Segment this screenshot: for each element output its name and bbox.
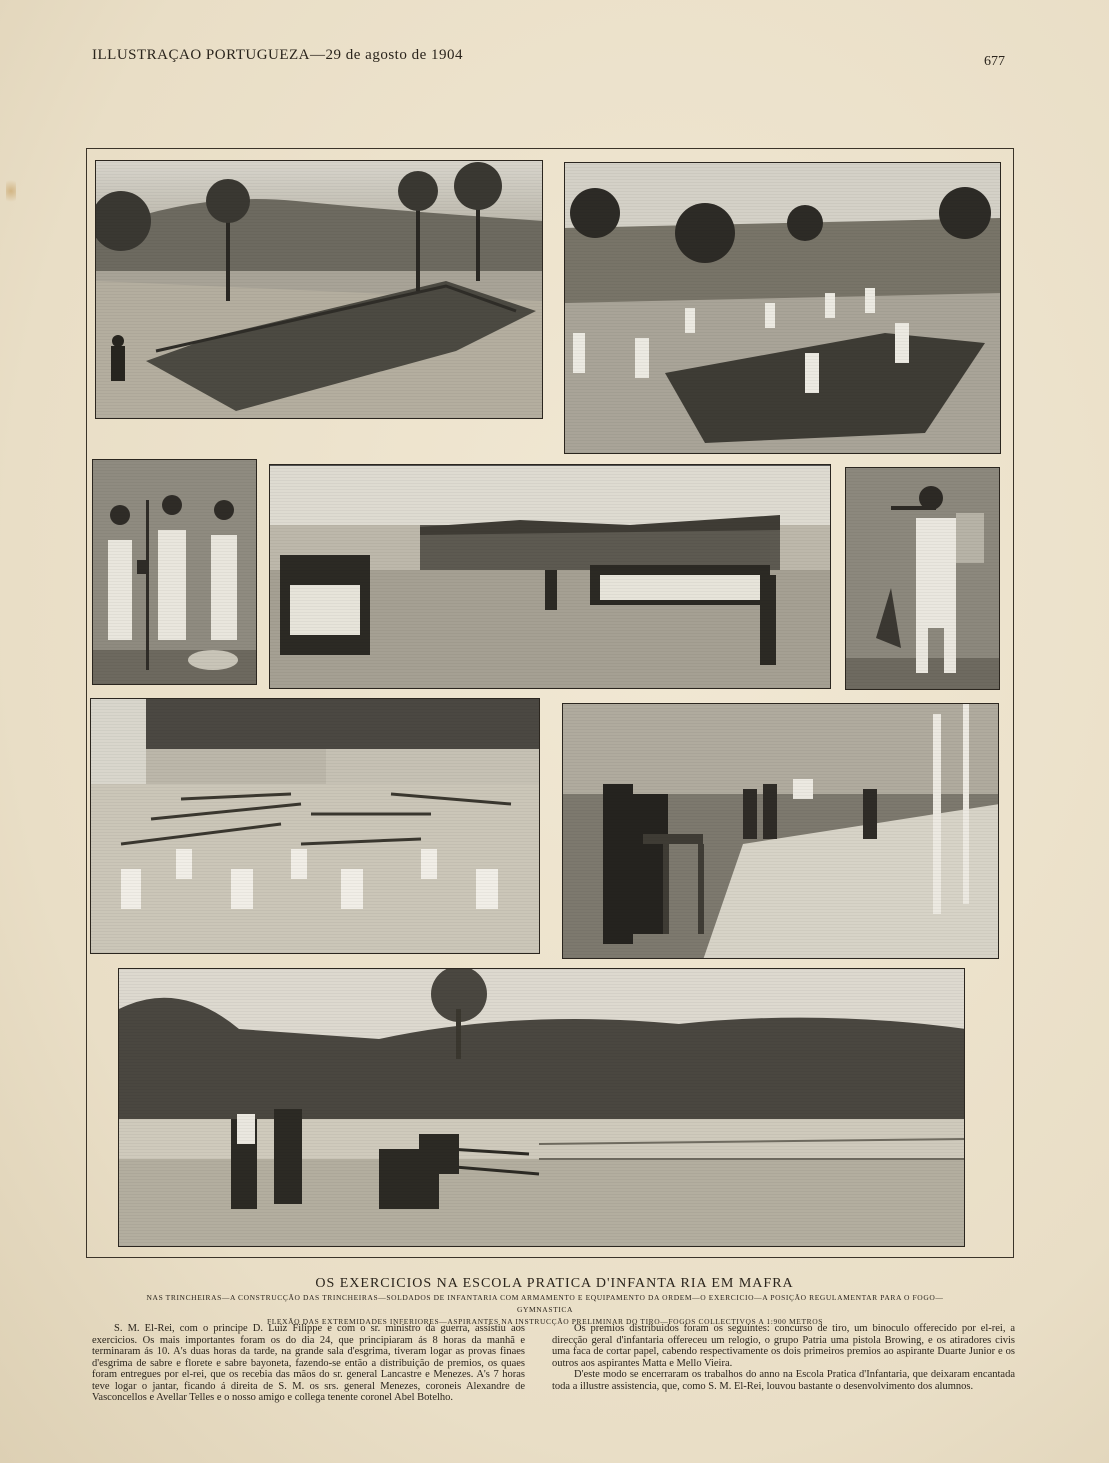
page-number: 677 [984, 54, 1005, 69]
photo-trench-construction [564, 162, 1001, 454]
photo-gymnastics [90, 698, 540, 954]
photo-exercise [269, 464, 831, 689]
caption-subtitle-line2: FLEXÃO DAS EXTREMIDADES INFERIORES—ASPIRANTES NA INSTRUCÇÃO PRELIMINAR DO TIRO—FOGOS COLLECTIVOS A 1:900 METROS [266, 1317, 824, 1326]
article-column-left [92, 1323, 525, 1404]
photo-firing-position [845, 467, 1000, 690]
photo-shooting-instruction [562, 703, 999, 959]
caption-title: OS EXERCICIOS NA ESCOLA PRATICA D'INFANTA RIA EM MAFRA [315, 1276, 794, 1291]
article-paragraph: S. M. El-Rei, com o principe D. Luiz Filippe e com o sr. ministro da guerra, assistiu aos exercicios. Os mais importantes foram os do dia 24, que principiaram ás 8 horas da manhã e terminaram ás 10. A's duas horas da tarde, na grande sala d'esgrima, tiveram logar as provas finaes d'esgrima de sabre e florete e sabre bayoneta, fazendo-se então a distribuição de premios, os quaes foram entregues por el-rei, que os recebia das mãos do sr. general Lancastre e Menezes. A's 7 horas teve logar o jantar, ficando á direita de S. M. os srs. general Menezes, coroneis Alexandre de Vasconcellos e Avellar Telles e o nosso amigo e collega tenente coronel Abel Botelho. [92, 1323, 525, 1403]
article-column-right [552, 1323, 1015, 1392]
publication-header: ILLUSTRAÇAO PORTUGUEZA—29 de agosto de 1904 [92, 47, 463, 63]
paper-stain [6, 176, 16, 206]
photo-infantry-equipment [92, 459, 257, 685]
caption-subtitle-line1: NAS TRINCHEIRAS—A CONSTRUCÇÃO DAS TRINCHEIRAS—SOLDADOS DE INFANTARIA COM ARMAMENTO E EQUIPAMENTO DA ORDEM—O EXERCICIO—A POSIÇÃO REGULAMENTAR PARA O FOGO—GYMNASTICA [146, 1293, 944, 1314]
photo-trenches [95, 160, 543, 419]
article-paragraph: D'este modo se encerraram os trabalhos do anno na Escola Pratica d'Infantaria, que deixaram encantada toda a illustre assistencia, que, como S. M. El-Rei, louvou bastante o desenvolvimento dos alumnos. [552, 1369, 1015, 1392]
photo-collective-firing [118, 968, 965, 1247]
article-paragraph: Os premios distribuidos foram os seguintes: concurso de tiro, um binoculo offerecido por el-rei, a direcção geral d'infantaria offereceu um relogio, o grupo Patria uma pistola Browing, e os atiradores civis uma faca de cortar papel, cabendo respectivamente os dois primeiros premios ao aspirante Duarte Junior e os outros aos aspirantes Matta e Mello Vieira. [552, 1323, 1015, 1369]
